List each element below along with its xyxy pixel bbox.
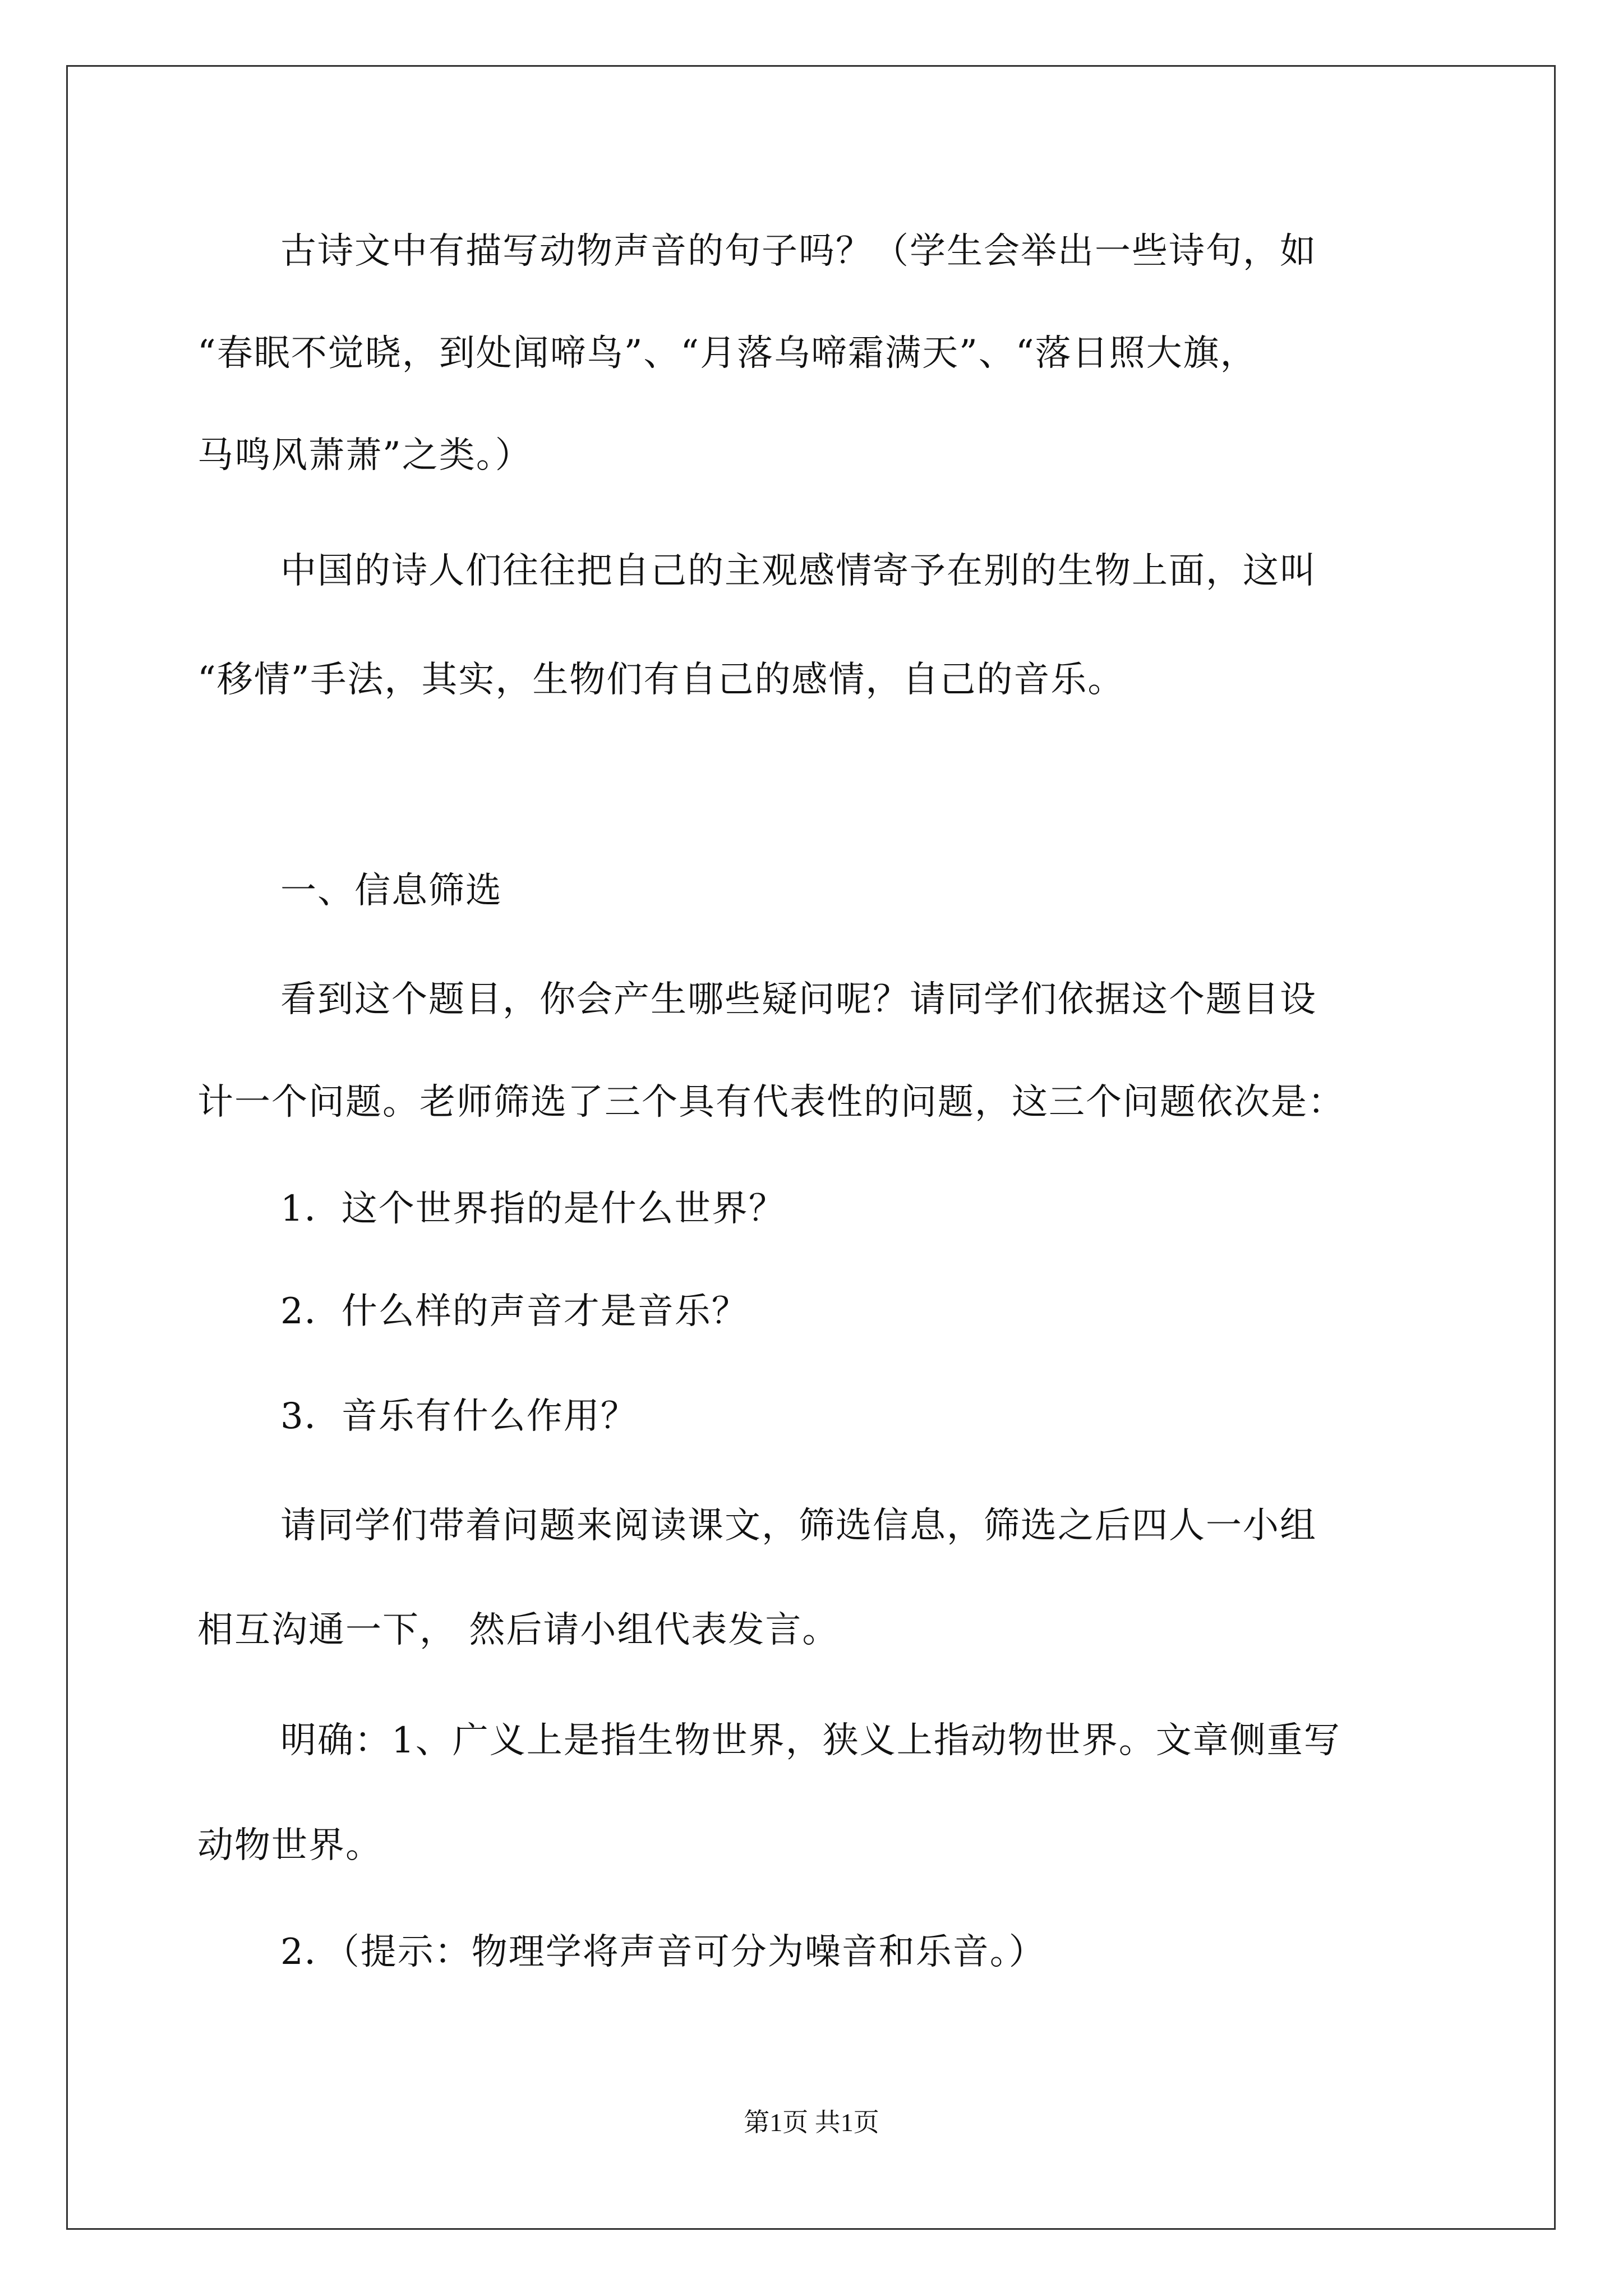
paragraph-line: “春眠不觉晓，到处闻啼鸟”、“月落乌啼霜满天”、“落日照大旗， [197,333,1257,374]
paragraph-line: 马鸣风萧萧”之类。） [197,435,532,476]
paragraph-line: 中国的诗人们往往把自己的主观感情寄予在别的生物上面，这叫 [280,550,1317,592]
list-item: 1．这个世界指的是什么世界？ [280,1188,786,1230]
paragraph-line: 相互沟通一下， 然后请小组代表发言。 [197,1609,840,1651]
paragraph-line: 动物世界。 [197,1825,382,1866]
list-item: 3．音乐有什么作用？ [280,1396,638,1437]
list-item: 2．什么样的声音才是音乐？ [280,1291,749,1332]
paragraph-line: 看到这个题目，你会产生哪些疑问呢？请同学们依据这个题目设 [280,979,1317,1020]
paragraph-line: “移情”手法，其实，生物们有自己的感情，自己的音乐。 [197,659,1125,701]
section-heading: 一、信息筛选 [280,870,502,912]
paragraph-line: 计一个问题。老师筛选了三个具有代表性的问题，这三个问题依次是： [197,1082,1345,1123]
page-border [66,65,1556,2230]
paragraph-line: 古诗文中有描写动物声音的句子吗？（学生会举出一些诗句，如 [280,231,1317,272]
paragraph-line: 明确：1、广义上是指生物世界，狭义上指动物世界。文章侧重写 [280,1720,1341,1761]
paragraph-line: 请同学们带着问题来阅读课文，筛选信息，筛选之后四人一小组 [280,1505,1317,1547]
page-footer: 第1页 共1页 [744,2108,879,2137]
paragraph-line: 2．（提示：物理学将声音可分为噪音和乐音。） [280,1931,1046,1973]
